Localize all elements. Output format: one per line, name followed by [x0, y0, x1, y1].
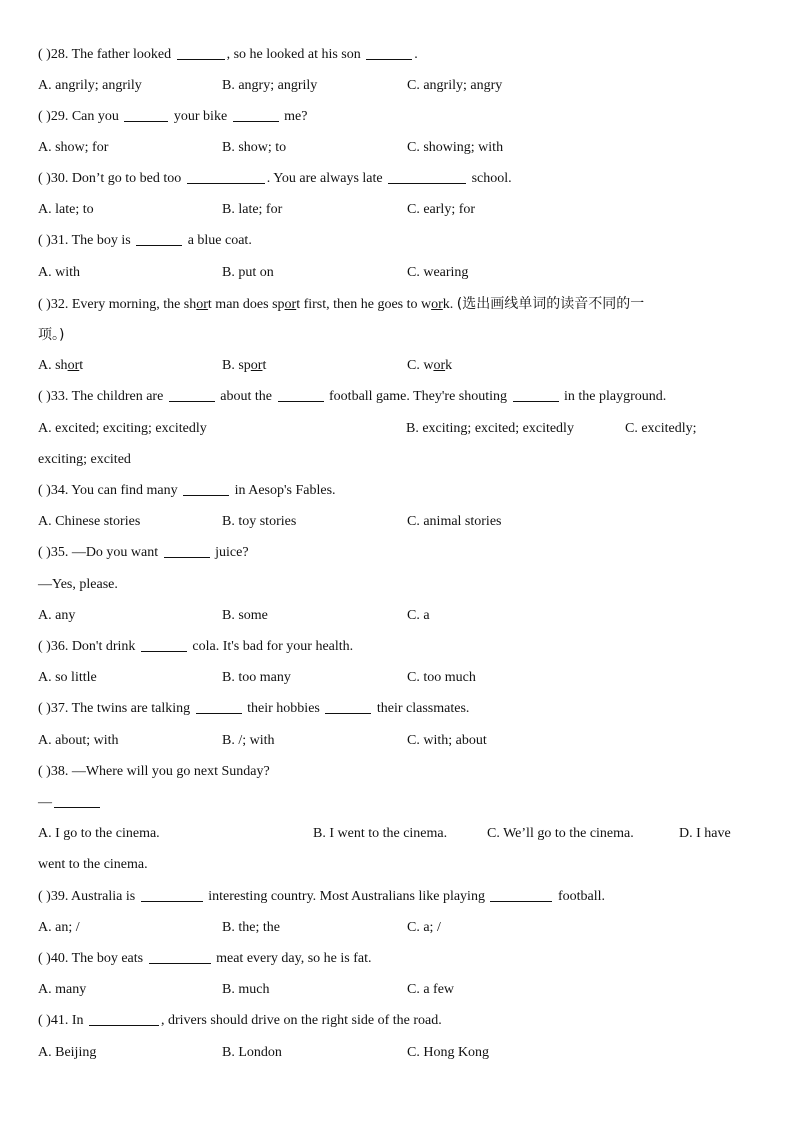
- answer-blank: [187, 169, 265, 184]
- question-text: ( )39. Australia is: [38, 889, 139, 904]
- question-32-continued: [38, 325, 756, 345]
- answer-blank: [233, 107, 279, 122]
- question-text: ( )38. —Where will you go next Sunday?: [38, 764, 270, 779]
- option-text: k: [445, 358, 453, 373]
- question-40: [38, 949, 756, 969]
- question-32: [38, 294, 756, 314]
- options-39: [38, 918, 756, 938]
- question-text: interesting country. Most Australians like playing: [204, 889, 489, 904]
- chinese-instruction: (选出画线单词的读音不同的一: [456, 296, 645, 312]
- question-text: ( )41. In: [38, 1013, 87, 1028]
- question-text: ( )29. Can you: [38, 109, 123, 124]
- option-b: B. London: [222, 1045, 282, 1060]
- options-37: [38, 731, 756, 751]
- option-c: [407, 356, 452, 376]
- option-b: B. late; for: [222, 202, 283, 217]
- answer-blank: [149, 949, 211, 964]
- option-b: B. /; with: [222, 733, 275, 748]
- option-d-continued: went to the cinema.: [38, 857, 148, 872]
- answer-blank: [183, 481, 229, 496]
- question-37: [38, 699, 756, 719]
- options-31: [38, 263, 756, 283]
- option-c: C. a: [407, 608, 430, 623]
- options-30: [38, 200, 756, 220]
- question-text: cola. It's bad for your health.: [188, 639, 354, 654]
- question-text: their classmates.: [373, 701, 470, 716]
- answer-blank: [169, 387, 215, 402]
- answer-blank: [124, 107, 168, 122]
- question-text: ( )40. The boy eats: [38, 951, 147, 966]
- option-b: B. the; the: [222, 920, 280, 935]
- question-text: ( )34. You can find many: [38, 483, 182, 498]
- option-a: A. so little: [38, 670, 97, 685]
- option-a: A. about; with: [38, 733, 119, 748]
- answer-blank: [366, 45, 412, 60]
- options-33: [38, 419, 756, 439]
- question-33: [38, 387, 756, 407]
- question-text: your bike: [170, 109, 231, 124]
- question-text: , so he looked at his son: [226, 47, 365, 62]
- question-text: their hobbies: [243, 701, 324, 716]
- options-38-continued: [38, 855, 756, 875]
- answer-blank: [490, 887, 552, 902]
- underlined-letters: or: [196, 297, 208, 312]
- options-41: [38, 1043, 756, 1063]
- options-36: [38, 668, 756, 688]
- option-c: C. Hong Kong: [407, 1045, 490, 1060]
- option-b: B. angry; angrily: [222, 78, 318, 93]
- answer-blank: [164, 543, 210, 558]
- option-a: A. angrily; angrily: [38, 78, 142, 93]
- question-36: [38, 637, 756, 657]
- answer-blank: [89, 1011, 159, 1026]
- option-a: A. an; /: [38, 920, 80, 935]
- question-text: ( )33. The children are: [38, 389, 167, 404]
- question-35: [38, 543, 756, 563]
- question-text: k.: [442, 297, 457, 312]
- option-c: C. animal stories: [407, 514, 502, 529]
- underlined-letters: or: [250, 358, 263, 373]
- option-c: C. too much: [407, 670, 476, 685]
- question-39: [38, 887, 756, 907]
- option-b: B. put on: [222, 265, 274, 280]
- options-28: [38, 76, 756, 96]
- question-text: t first, then he goes to w: [296, 297, 432, 312]
- question-text: ( )35. —Do you want: [38, 545, 162, 560]
- option-a: A. any: [38, 608, 76, 623]
- options-34: [38, 512, 756, 532]
- question-text: ( )37. The twins are talking: [38, 701, 194, 716]
- question-text: football.: [554, 889, 605, 904]
- underlined-letters: or: [284, 297, 297, 312]
- question-text: .: [414, 47, 418, 62]
- option-c: C. We’ll go to the cinema.: [487, 826, 634, 841]
- dialogue-reply: —Yes, please.: [38, 577, 118, 592]
- option-a: [38, 356, 83, 376]
- question-text: . You are always late: [266, 171, 387, 186]
- option-b: B. exciting; excited; excitedly: [406, 421, 574, 436]
- option-c-continued: exciting; excited: [38, 452, 131, 467]
- option-text: A. sh: [38, 358, 68, 373]
- answer-blank: [513, 387, 559, 402]
- question-text: school.: [468, 171, 512, 186]
- option-b: [222, 356, 266, 376]
- option-a: A. many: [38, 982, 87, 997]
- option-c: C. with; about: [407, 733, 487, 748]
- option-c: C. showing; with: [407, 140, 504, 155]
- question-38: [38, 762, 756, 782]
- option-c: C. wearing: [407, 265, 469, 280]
- option-c: C. excitedly;: [625, 421, 697, 436]
- question-text: about the: [216, 389, 276, 404]
- option-b: B. much: [222, 982, 270, 997]
- underlined-letters: or: [67, 358, 80, 373]
- question-text: ( )30. Don’t go to bed too: [38, 171, 185, 186]
- question-text: in the playground.: [560, 389, 667, 404]
- option-text: t: [262, 358, 267, 373]
- option-a: A. Chinese stories: [38, 514, 141, 529]
- question-text: a blue coat.: [184, 233, 252, 248]
- question-31: [38, 231, 756, 251]
- question-text: ( )32. Every morning, the sh: [38, 297, 197, 312]
- question-text: , drivers should drive on the right side of the road.: [161, 1013, 442, 1028]
- options-40: [38, 980, 756, 1000]
- dialogue-reply: —: [38, 795, 52, 810]
- option-b: B. too many: [222, 670, 291, 685]
- option-c: C. angrily; angry: [407, 78, 503, 93]
- option-c: C. a; /: [407, 920, 441, 935]
- option-text: C. w: [407, 358, 434, 373]
- option-b: B. I went to the cinema.: [313, 826, 448, 841]
- option-a: A. show; for: [38, 140, 109, 155]
- options-29: [38, 138, 756, 158]
- option-c: C. early; for: [407, 202, 476, 217]
- option-b: B. toy stories: [222, 514, 297, 529]
- answer-blank: [325, 699, 371, 714]
- question-35-reply: [38, 575, 756, 595]
- option-text: t: [79, 358, 84, 373]
- option-text: B. sp: [222, 358, 251, 373]
- question-41: [38, 1011, 756, 1031]
- question-text: in Aesop's Fables.: [231, 483, 336, 498]
- answer-blank: [196, 699, 242, 714]
- option-a: A. with: [38, 265, 80, 280]
- question-38-reply: [38, 793, 756, 813]
- answer-blank: [54, 793, 100, 808]
- question-text: juice?: [211, 545, 249, 560]
- option-a: A. excited; exciting; excitedly: [38, 421, 207, 436]
- answer-blank: [141, 637, 187, 652]
- question-text: me?: [280, 109, 308, 124]
- answer-blank: [136, 231, 182, 246]
- option-a: A. Beijing: [38, 1045, 97, 1060]
- answer-blank: [177, 45, 225, 60]
- options-38: [38, 824, 756, 844]
- question-text: t man does sp: [207, 297, 285, 312]
- chinese-instruction: 项。): [38, 327, 65, 343]
- question-34: [38, 481, 756, 501]
- option-a: A. I go to the cinema.: [38, 826, 160, 841]
- option-b: B. show; to: [222, 140, 287, 155]
- question-text: ( )36. Don't drink: [38, 639, 139, 654]
- answer-blank: [141, 887, 203, 902]
- question-text: ( )28. The father looked: [38, 47, 175, 62]
- option-c: C. a few: [407, 982, 455, 997]
- underlined-letters: or: [433, 358, 446, 373]
- options-33-continued: [38, 450, 756, 470]
- answer-blank: [388, 169, 466, 184]
- options-35: [38, 606, 756, 626]
- question-text: meat every day, so he is fat.: [212, 951, 372, 966]
- option-d: D. I have: [679, 826, 731, 841]
- answer-blank: [278, 387, 324, 402]
- option-b: B. some: [222, 608, 268, 623]
- question-30: [38, 169, 756, 189]
- question-text: ( )31. The boy is: [38, 233, 135, 248]
- question-29: [38, 107, 756, 127]
- options-32: [38, 356, 756, 376]
- underlined-letters: or: [431, 297, 443, 312]
- question-text: football game. They're shouting: [325, 389, 511, 404]
- option-a: A. late; to: [38, 202, 94, 217]
- question-28: [38, 45, 756, 65]
